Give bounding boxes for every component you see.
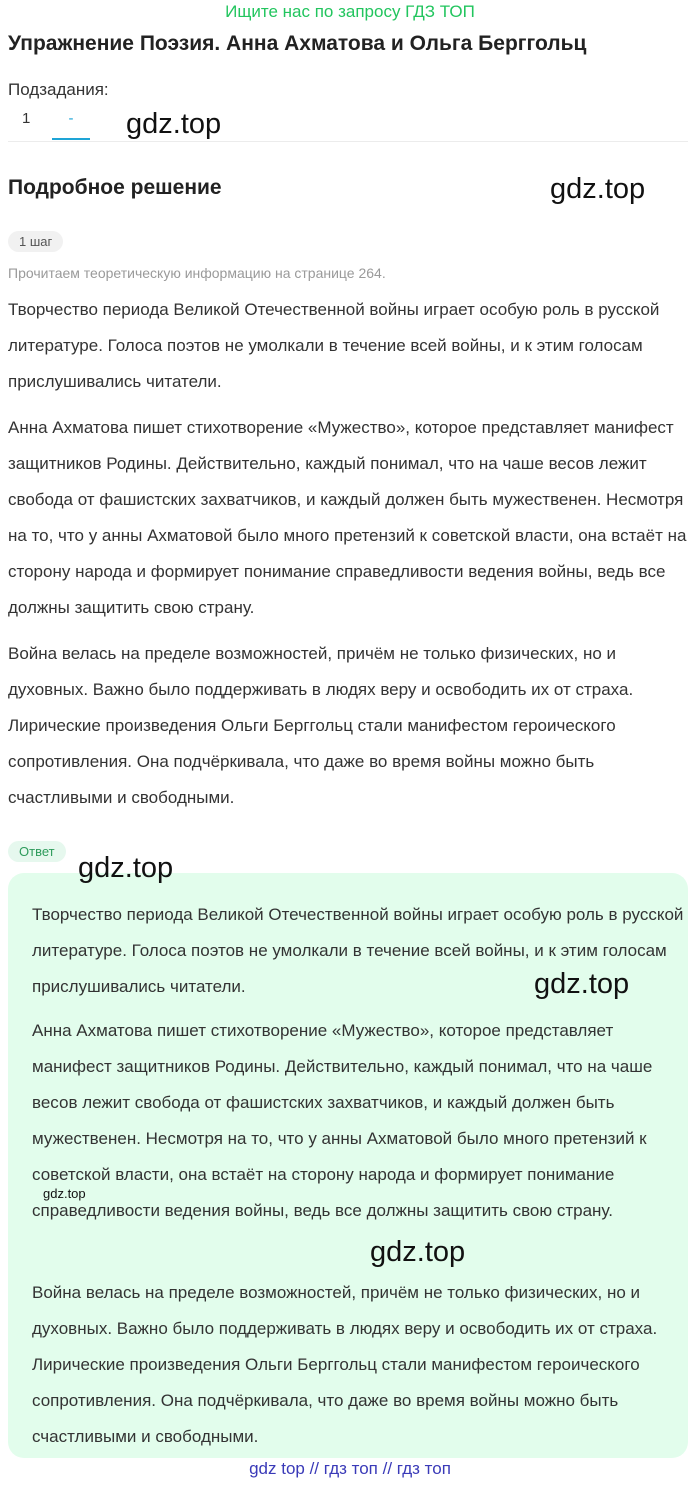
divider (8, 141, 688, 142)
solution-paragraph: Война велась на пределе возможностей, причём не только физических, но и духовных. Важно было поддерживать в людях веру и освободить их от страха. Лирические произведения Ольги Берггольц стали манифестом героического сопротивления. Она подчёркивала, что даже во время войны можно быть счастливыми и свободными. (8, 644, 634, 807)
answer-paragraph: Анна Ахматова пишет стихотворение «Мужество», которое представляет манифест защитников Родины. Действительно, каждый понимал, что на чаше весов лежит свобода от фашистских захватчиков, и каждый должен быть мужественен. Несмотря на то, что у анны Ахматовой было много претензий к советской власти, она встаёт на сторону народа и формирует понимание справедливости ведения войны, ведь все должны защитить свою страну. (32, 1021, 653, 1220)
solution-paragraph: Творчество периода Великой Отечественной войны играет особую роль в русской литературе. Голоса поэтов не умолкали в течение всей войны, и к этим голосам прислушивались читатели. (8, 300, 660, 391)
answer-paragraph: Война велась на пределе возможностей, причём не только физических, но и духовных. Важно было поддерживать в людях веру и освободить их от страха. Лирические произведения Ольги Берггольц стали манифестом героического сопротивления. Она подчёркивала, что даже во время войны можно быть счастливыми и свободными. (32, 1283, 658, 1446)
answer-paragraph: Творчество периода Великой Отечественной войны играет особую роль в русской литературе. Голоса поэтов не умолкали в течение всей войны, и к этим голосам прислушивались читатели. (32, 905, 684, 996)
watermark-small: gdz.top (43, 1186, 86, 1201)
watermark: gdz.top (78, 852, 174, 884)
subtask-tab-active[interactable]: - (68, 110, 74, 127)
watermark: gdz.top (370, 1236, 466, 1268)
step-badge: 1 шаг (8, 231, 63, 252)
solution-heading: Подробное решение (8, 176, 222, 199)
watermark: gdz.top (550, 173, 646, 205)
solution-paragraph: Анна Ахматова пишет стихотворение «Мужество», которое представляет манифест защитников Родины. Действительно, каждый понимал, что на чаше весов лежит свобода от фашистских захватчиков, и каждый должен быть мужественен. Несмотря на то, что у анны Ахматовой было много претензий к советской власти, она встаёт на сторону народа и формирует понимание справедливости ведения войны, ведь все должны защитить свою страну. (8, 418, 687, 617)
theory-hint: Прочитаем теоретическую информацию на странице 264. (8, 265, 386, 281)
page-title: Упражнение Поэзия. Анна Ахматова и Ольга Берггольц (8, 32, 587, 55)
subtasks-label: Подзадания: (8, 80, 109, 99)
active-tab-indicator (52, 138, 90, 140)
watermark: gdz.top (126, 108, 222, 140)
search-promo-banner: Ищите нас по запросу ГДЗ ТОП (225, 2, 475, 21)
footer-links[interactable]: gdz top // гдз топ // гдз топ (249, 1459, 451, 1478)
subtask-tab-1[interactable]: 1 (22, 110, 31, 127)
answer-badge: Ответ (8, 841, 66, 862)
watermark: gdz.top (534, 968, 630, 1000)
